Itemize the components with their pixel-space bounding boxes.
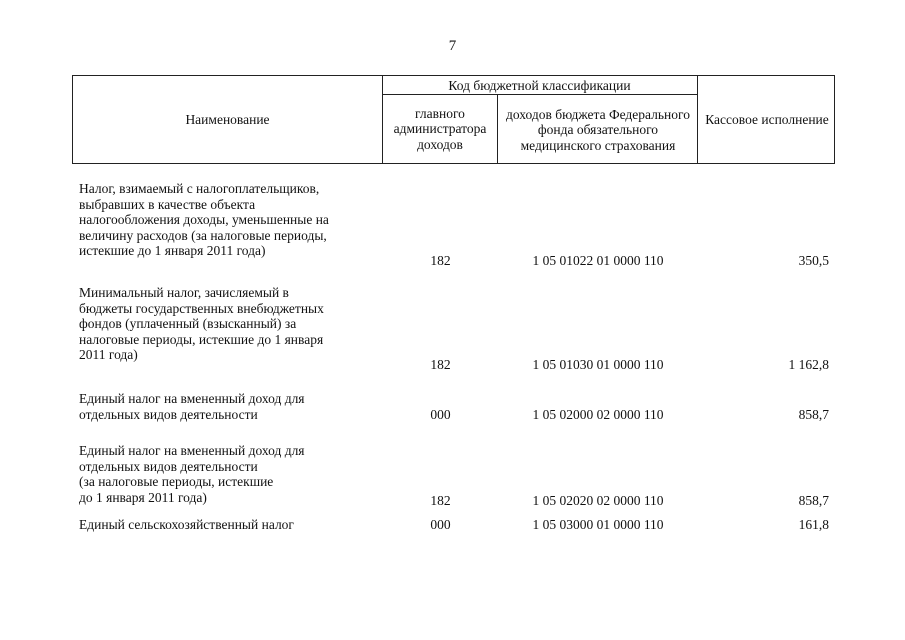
- row-admin-code: 182: [430, 493, 451, 508]
- row-name: Единый сельскохозяйственный налог: [79, 517, 294, 532]
- row-revenue-code: 1 05 01022 01 0000 110: [532, 253, 664, 268]
- table-header: [72, 75, 835, 164]
- row-name: Минимальный налог, зачисляемый в бюджеты государственных внебюджетных фондов (уплаченный (взысканный) за налоговые периоды, истекшие до 1 января 2011 года): [79, 285, 324, 362]
- row-amount: 1 162,8: [788, 357, 829, 372]
- row-name: Единый налог на вмененный доход для отдельных видов деятельности: [79, 391, 305, 422]
- row-admin-code: 000: [430, 407, 451, 422]
- row-admin-code: 000: [430, 517, 451, 532]
- row-amount: 858,7: [798, 493, 829, 508]
- header-admin: главного администратора доходов: [393, 105, 487, 152]
- row-amount: 161,8: [798, 517, 829, 532]
- row-revenue-code: 1 05 03000 01 0000 110: [532, 517, 664, 532]
- row-revenue-code: 1 05 02000 02 0000 110: [532, 407, 664, 422]
- row-amount: 350,5: [798, 253, 829, 268]
- row-amount: 858,7: [798, 407, 829, 422]
- row-revenue-code: 1 05 01030 01 0000 110: [532, 357, 664, 372]
- page-number: 7: [448, 38, 457, 54]
- row-admin-code: 182: [430, 253, 451, 268]
- header-name: Наименование: [185, 111, 270, 127]
- header-code-group: Код бюджетной классификации: [448, 77, 631, 93]
- header-revenue: доходов бюджета Федерального фонда обязательного медицинского страхования: [506, 106, 690, 153]
- row-admin-code: 182: [430, 357, 451, 372]
- header-execution: Кассовое исполнение: [705, 111, 829, 127]
- header-divider: [497, 95, 498, 163]
- row-revenue-code: 1 05 02020 02 0000 110: [532, 493, 664, 508]
- header-divider: [697, 76, 698, 163]
- row-name: Налог, взимаемый с налогоплательщиков, выбравших в качестве объекта налогообложения доходы, уменьшенные на величину расходов (за налоговые периоды, истекшие до 1 января 2011 года): [79, 181, 329, 258]
- row-name: Единый налог на вмененный доход для отдельных видов деятельности (за налоговые периоды, истекшие до 1 января 2011 года): [79, 443, 305, 505]
